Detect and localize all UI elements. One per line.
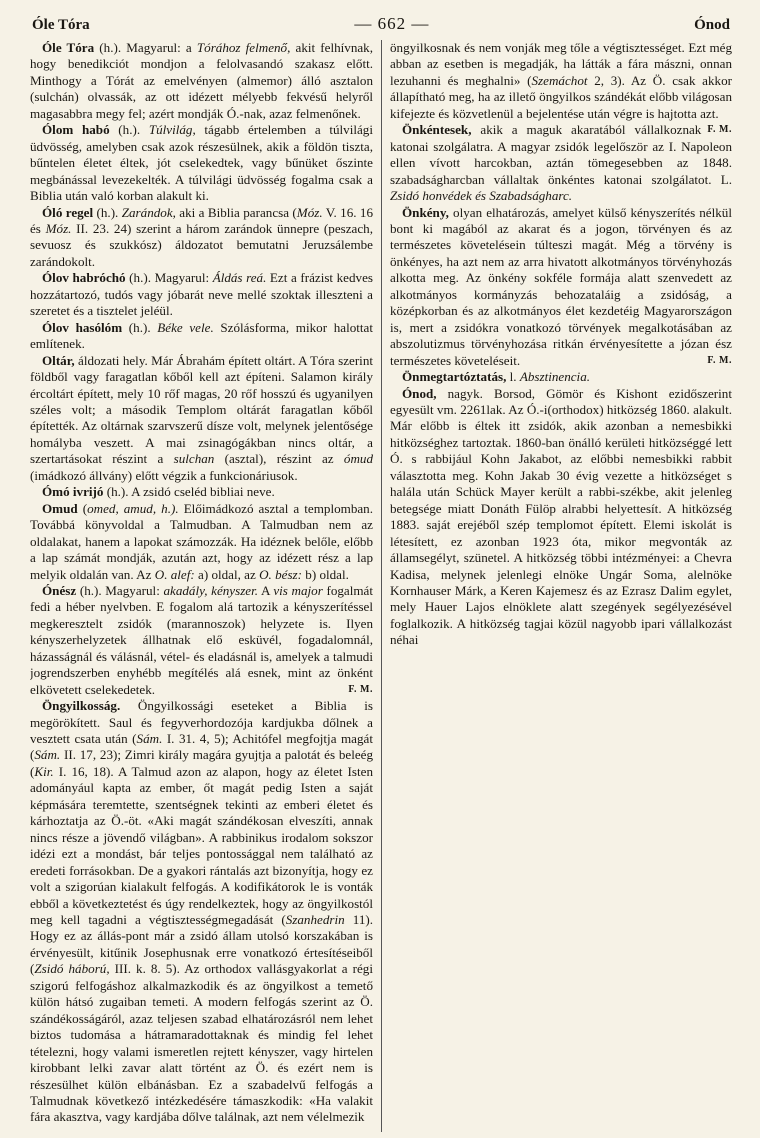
headword: Omud <box>42 500 78 516</box>
entry-omud <box>30 501 373 583</box>
entry-ongyilkossag <box>30 698 373 1126</box>
entry-italic: akadály, kényszer. <box>163 582 259 598</box>
entry-italic: omed, amud, h.). <box>87 500 179 516</box>
entry-text: fogalmát fedi a héber nyelvben. E fogalom alá tartozik a kényszerítéssel megkeresztelt zsidók (marannoszok) helyzete is. Ilyen kényszerhelyzetek állhatnak elő esküvél, fogadalomnál, házasságnál és válásnál, vétel- és eladásnál is, amelyek a talmudi jogrendszerben enyhébb megítélés alá esnek, mint az önként elkövetett cselekedetek. <box>30 582 373 697</box>
header-left-headword: Óle Tóra <box>32 17 90 33</box>
entry-italic: Móz. <box>296 204 323 220</box>
entry-text: A <box>258 582 274 598</box>
entry-text: akik a maguk akaratából vállalkoznak katonai szolgálatra. A magyar zsidók legelőször az I. Napoleon ellen vívott harcokban, aztán tömegesebben az 1848. szabadságharcban vállaltak önkéntes katonai szolgálatot. L. <box>390 122 732 187</box>
entry-text: l. <box>506 369 520 385</box>
entry-italic: Sám. <box>136 731 163 747</box>
entry-text: (h.). Magyarul: a <box>94 40 197 55</box>
entry-text: (h.). <box>109 122 149 138</box>
entry-olom-habo <box>30 122 373 204</box>
entry-text: tágabb értelemben a túlvilági üdvösség, amelyben csak azok részesülnek, akik a földön tiszta, bűntelen életet éltek, jót cselekedtek, vagy bűnüket őszinte megbánással levezekelték. A túlvilági üdvösség fogalma csak a Biblia után való korban alakult ki. <box>30 122 373 204</box>
entry-text: III. k. 8. 5). Az orthodox vallásgyakorlat a régi szigorú felfogáshoz alkalmazkodik és az öngyilkost a temető külön hátsó zugaiban temeti. A modern felfogás szerint az Ö. szándékosságáról, azaz teljesen szabad elhatározásról nem lehet biztos tudomása a hátramaradottaknak és mindig fel lehet tételezni, hogy valami ismeretlen rejtett kényszer, vagy hirtelen kirobbant lelki zavar alatt történt az Ö. és ezért nem is részesülhet külön elbánásban. Ez a szabadelvű felfogás a Talmudnak következő intézkedésére támaszkodik: «Ha valakit fára akasztva, vagy kardjába dőlve találnak, azt nem vélelmezik <box>30 961 373 1125</box>
entry-italic: Szanhedrin <box>285 912 345 928</box>
page-header <box>30 14 732 40</box>
entry-text: áldozati hely. Már Ábrahám épített oltárt. A Tóra szerint földből vagy faragatlan kőből kell azt építeni. Salamon király ércoltárt épített, mely 10 rőf magas, 20 rőf hosszú és ugyanilyen széles volt; a második Templom oltárát faragatlan kőből építették. Az oltárnak szarvszerű dísze volt, melynek jelentősége homályba veszett. A mai zsinagógákban nincs oltár, a szertartásokat részint a <box>30 352 373 467</box>
entry-text: 11). Hogy ez az állás-pont már a zsidó állam utolsó korszakában is érvényesült, kitűnik Josephusnak erre vonatkozó értesítéseiből ( <box>30 912 373 977</box>
author-signature: F. M. <box>348 683 373 695</box>
entry-italic: Móz. <box>45 220 72 236</box>
entry-text: V. 16. 16 és <box>30 204 374 236</box>
headword: Oltár, <box>42 352 75 368</box>
entry-olov-hasolom <box>30 320 373 353</box>
entry-text: (h.). Magyarul: <box>76 582 164 598</box>
entry-italic: Sám. <box>34 747 61 763</box>
entry-text: Öngyilkossági eseteket a Biblia is megörökített. Saul és fegyverhordozója kardjukba dőlnek a vesztett csata után ( <box>30 698 373 747</box>
entry-italic: Szemáchot <box>531 72 588 88</box>
entry-text: I. 16, 18). A Talmud azon az alapon, hogy az életet Isten adományául kapta az ember, őt magát pedig Isten a saját képmására teremtette, szentségnek tekinti az emberi életet és kárhoztatja az Ö.-öt. «Aki magát szándékosan elveszíti, annak nincs része a jövendő világban». A rabbinikus irodalom sokszor idézi ezt a mondást, bár teljes pontossággal nem található az eredeti forrásokban. De a gyakori rántalás azt bizonyítja, hogy ez volt a szigorúan kialakult felfogás. A kodifikátorok le is vonták ebből a következtetést és úgy rendelkeztek, hogy az öngyilkostól meg kell tagadni a végtisztességmegadását ( <box>30 763 373 928</box>
entry-italic: vis major <box>273 582 323 598</box>
entry-text: Előimádkozó asztal a templomban. Továbbá könyvoldal a Talmudban. A Talmudban nem az oldalakat, hanem a lapokat számozzák. Ha idéznek belőle, előbb a lap számát mondják, azután azt, hogy az idézett rész a lap melyik oldalán van. Az <box>30 500 373 582</box>
entry-onesz <box>30 583 373 698</box>
headword: Ólov hasólóm <box>42 319 123 335</box>
entry-onod <box>390 386 732 649</box>
entry-onkentesek <box>390 122 732 204</box>
entry-italic: Zsidó honvédek és Szabadságharc. <box>390 188 573 204</box>
entry-text: ( <box>77 500 88 516</box>
entry-text: Ezt a frázist kedves hozzátartozó, tudós vagy jóbarát neve mellé szoktak illeszteni a szeretet és a tisztelet jeléül. <box>30 270 373 319</box>
entry-italic: ómud <box>343 451 373 467</box>
entry-text: a) oldal, az <box>194 566 260 582</box>
entry-omo-ivrijo <box>30 484 373 500</box>
entry-text: nagyk. Borsod, Gömör és Kishont ezidőszerint egyesült vm. 2261lak. Az Ó.-i(orthodox) hitközség 1860. alakult. Már előbb is éltek itt zsidók, akik azonban a nemesbikki hitközséghez tartoztak. 1860-ban önálló kerületi hitközséggé lett Ó. s rabbijául Kohn Jakabot, az előbbi nemesbikki rabbit választotta meg. Kohn Jakab 30 évig vezette a hitközséget s halála után Schück Mayer került a rabbi-székbe, akit jelenleg betegsége miatt Donáth Fülöp alrabbi helyettesít. A hitközség 1883. saját erejéből szép templomot épített. Elemi iskolát is létesített, ez azonban 1923 óta, mikor megvonták az államsegélyt, szünetel. A hitközség többi intézményei: a Chevra Kadisa, melynek jelenlegi elnöke Ungár Soma, alelnöke Kornhauser Márk, a Keren Kajemesz és az Ezrasz Dalim egylet, mely Hauer Lajos elnöklete alatt szegények segélyezésével foglalkozik. A hitközség tagjai közül nagyobb ipari vállalkozást néhai <box>390 385 732 648</box>
entry-italic: Tórához felmenő <box>196 40 288 55</box>
entry-italic: Zsidó háború, <box>34 961 110 977</box>
entry-text: (h.). Magyarul: <box>125 270 213 286</box>
headword: Ómó ivrijó <box>42 484 104 500</box>
headword: Óle Tóra <box>42 40 95 55</box>
entry-text: olyan elhatározás, amelyet külső kényszerítés nélkül bont ki magából az akarat és a jogon, törvényen és az természetes követelésein túlteszi magát. Még a törvény is önkényes, ha azt nem az arra hivatott alkotmányos törvényhozás alkotta meg. Az önkény sokféle formája alatt szenvedett az alkotmányos kormányzás behozataláig a zsidóság, a középkorban és az alkotmányos élet kezdetéig Magyarországon is, mert a zsidókra vonatkozó törvények megalkotásában az abszolutizmus törvényhozása ritkán érvényesítette a józan ész természetes követeléseit. <box>390 204 732 368</box>
entry-italic: sulchan <box>173 451 215 467</box>
entry-olov-habrocho <box>30 270 373 319</box>
entry-italic: O. bész: <box>259 566 302 582</box>
headword: Önmegtartóztatás, <box>402 369 507 385</box>
headword: Öngyilkosság. <box>42 698 121 714</box>
entry-text: II. 17, 23); Zimri király magára gyujtja a palotát és beleég ( <box>30 747 373 779</box>
headword: Ónod, <box>402 385 437 401</box>
entry-text: (asztal), részint az <box>214 451 344 467</box>
entry-italic: Kir. <box>34 763 54 779</box>
author-signature: F. M. <box>707 124 732 136</box>
entry-ole-tora <box>30 40 373 122</box>
entry-italic: O. alef: <box>154 566 195 582</box>
entry-onkeny <box>390 205 732 370</box>
left-column <box>30 40 381 1132</box>
text-columns <box>30 40 732 1132</box>
entry-text: (imádkozó állvány) előtt végzik a funkcionáriusok. <box>30 467 298 483</box>
entry-italic: Zarándok, <box>121 204 176 220</box>
entry-italic: Túlvilág, <box>148 122 196 138</box>
author-signature: F. M. <box>707 354 732 366</box>
entry-text: I. 31. 4, 5); Achitófel megfojtja magát ( <box>30 731 373 763</box>
headword: Ólom habó <box>42 122 110 138</box>
entry-text: Szólásforma, mikor halottat említenek. <box>30 319 373 352</box>
entry-text: (h.). <box>93 204 122 220</box>
headword: Önkény, <box>402 204 449 220</box>
headword: Ólov habróchó <box>42 270 126 286</box>
entry-text: öngyilkosnak és nem vonják meg tőle a végtisztességet. Ezt még abban az esetben is megadják, ha látták a fára mászni, onnan lezuhanni és meghalni» ( <box>390 40 732 88</box>
entry-italic: Áldás reá. <box>212 270 267 286</box>
headword: Ónész <box>42 582 77 598</box>
right-column <box>381 40 732 1132</box>
entry-text: 2, 3). Az Ö. csak akkor állapítható meg, ha az illető öngyilkos szándékát előbb világosan kifejezte és közvetlenül a bejelentése után végre is hajtotta azt. <box>390 72 732 121</box>
entry-text: (h.). A zsidó cseléd bibliai neve. <box>103 484 275 500</box>
entry-italic: Béke vele. <box>157 319 214 335</box>
entry-text: II. 23. 24) szerint a három zarándok ünnepre (peszach, sevuosz és szukkósz) áldozatot bemutatni Jeruzsálembe zarándokolt. <box>30 220 373 269</box>
page-number: — 662 — <box>354 14 430 33</box>
entry-text: , akit felhívnak, hogy benedikciót mondjon a felolvasandó szakasz előtt. Minthogy a Tórát az emelvényen (almemor) álló asztalon (sulchán) olvassák, az ott idézett mélyebb fekvésű helyről magasabbra megy fel; azért mondják Ó.-nak, azaz felmenőnek. <box>30 40 373 121</box>
entry-olo-regel <box>30 205 373 271</box>
headword: Óló regel <box>42 204 94 220</box>
entry-text: (h.). <box>122 319 158 335</box>
header-right-headword: Ónod <box>694 17 730 33</box>
entry-text: aki a Biblia parancsa ( <box>175 204 297 220</box>
headword: Önkéntesek, <box>402 122 472 138</box>
entry-italic: Absztinencia. <box>519 369 591 385</box>
entry-onmegtartoztatas <box>390 369 732 385</box>
column-divider <box>381 40 382 1132</box>
entry-text: b) oldal. <box>302 566 349 582</box>
entry-oltar <box>30 353 373 485</box>
